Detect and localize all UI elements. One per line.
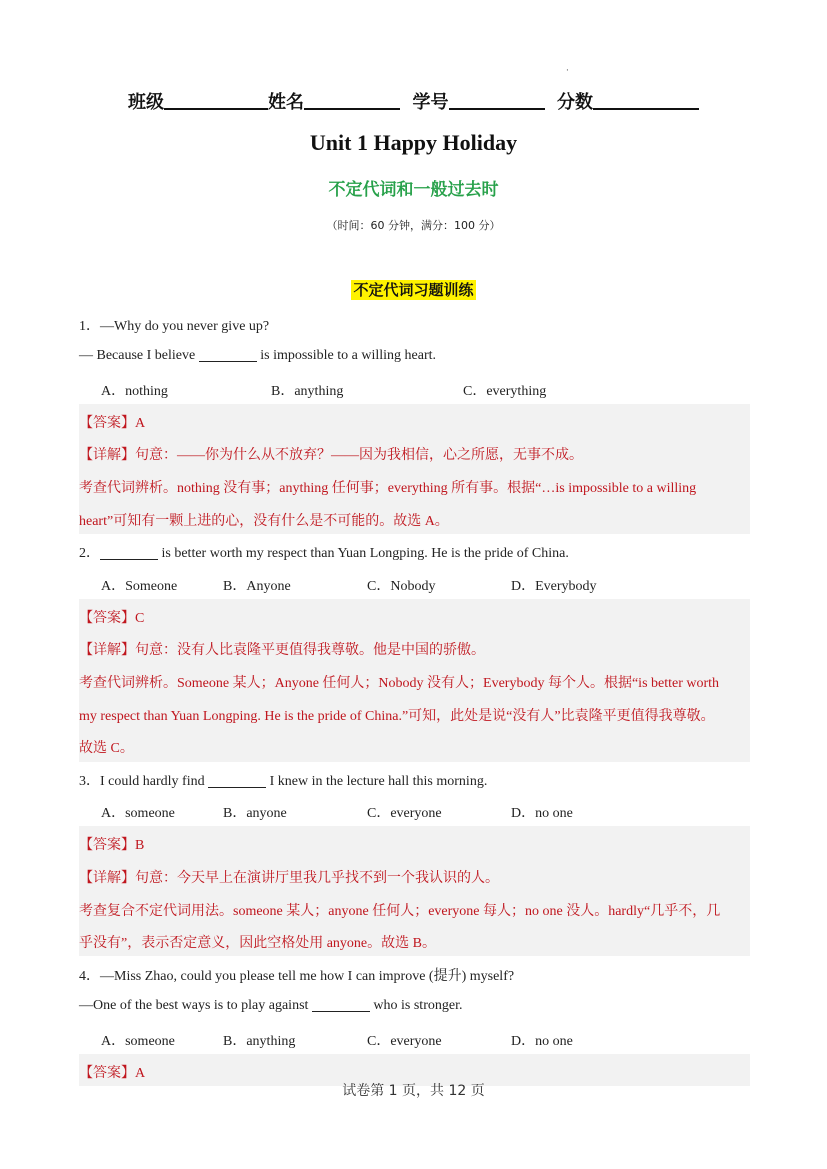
name-label: 姓名 bbox=[267, 92, 304, 113]
q1-option-a[interactable]: A．nothing bbox=[101, 384, 168, 399]
q4-answer: 【答案】A bbox=[79, 1066, 146, 1081]
q3-line1: 3．I could hardly find I knew in the lecture hall this morning. bbox=[79, 774, 488, 789]
q2-option-c[interactable]: C．Nobody bbox=[367, 579, 436, 594]
q2-option-b[interactable]: B．Anyone bbox=[223, 579, 291, 594]
q2-detail: 【详解】句意：没有人比袁隆平更值得我尊敬。他是中国的骄傲。 bbox=[79, 643, 485, 658]
q3-blank bbox=[208, 773, 266, 788]
class-label: 班级 bbox=[127, 92, 164, 113]
score-blank[interactable] bbox=[593, 90, 699, 110]
class-blank[interactable] bbox=[164, 90, 268, 110]
q3-explain-2: 乎没有”，表示否定意义，因此空格处用 anyone。故选 B。 bbox=[79, 936, 436, 951]
q3-detail: 【详解】句意：今天早上在演讲厅里我几乎找不到一个我认识的人。 bbox=[79, 871, 499, 886]
q3-option-d[interactable]: D．no one bbox=[511, 806, 573, 821]
q4-line2: —One of the best ways is to play against who is stronger. bbox=[79, 998, 463, 1013]
q1-blank bbox=[199, 347, 257, 362]
dot-mark: · bbox=[566, 66, 569, 76]
q4-option-d[interactable]: D．no one bbox=[511, 1034, 573, 1049]
q4-option-c[interactable]: C．everyone bbox=[367, 1034, 442, 1049]
q1-option-c[interactable]: C．everything bbox=[463, 384, 547, 399]
q2-explain-1: 考查代词辨析。Someone 某人；Anyone 任何人；Nobody 没有人；Everybody 每个人。根据“is better worth bbox=[79, 676, 720, 691]
student-info-header bbox=[0, 88, 827, 114]
q1-line2: — Because I believe is impossible to a willing heart. bbox=[79, 348, 436, 363]
q2-answer: 【答案】C bbox=[79, 611, 145, 626]
q2-blank bbox=[100, 545, 158, 560]
q3-option-a[interactable]: A．someone bbox=[101, 806, 175, 821]
q3-explain-1: 考查复合不定代词用法。someone 某人；anyone 任何人；everyone 每人；no one 没人。hardly“几乎不，几 bbox=[79, 904, 721, 919]
q2-line1: 2． is better worth my respect than Yuan Longping. He is the pride of China. bbox=[79, 546, 569, 561]
q2-explain-2: my respect than Yuan Longping. He is the pride of China.”可知，此处是说“没有人”比袁隆平更值得我尊敬。 bbox=[79, 709, 715, 724]
q4-option-a[interactable]: A．someone bbox=[101, 1034, 175, 1049]
q2-explain-3: 故选 C。 bbox=[79, 741, 134, 756]
name-blank[interactable] bbox=[304, 90, 400, 110]
q1-explain-2: heart”可知有一颗上进的心，没有什么是不可能的。故选 A。 bbox=[79, 514, 449, 529]
q4-line1: 4．—Miss Zhao, could you please tell me how I can improve (提升) myself? bbox=[79, 969, 515, 984]
q2-option-a[interactable]: A．Someone bbox=[101, 579, 178, 594]
q3-answer: 【答案】B bbox=[79, 838, 145, 853]
section-title: 不定代词习题训练 bbox=[353, 281, 474, 299]
q4-blank bbox=[312, 997, 370, 1012]
id-blank[interactable] bbox=[449, 90, 545, 110]
q3-option-c[interactable]: C．everyone bbox=[367, 806, 442, 821]
q1-answer: 【答案】A bbox=[79, 416, 146, 431]
q1-option-b[interactable]: B．anything bbox=[271, 384, 344, 399]
q2-option-d[interactable]: D．Everybody bbox=[511, 579, 597, 594]
q1-line1: 1．—Why do you never give up? bbox=[79, 319, 270, 334]
time-info: （时间：60 分钟，满分：100 分） bbox=[326, 219, 501, 232]
page-title: Unit 1 Happy Holiday bbox=[309, 130, 518, 155]
q3-option-b[interactable]: B．anyone bbox=[223, 806, 287, 821]
q4-option-b[interactable]: B．anything bbox=[223, 1034, 296, 1049]
q1-detail: 【详解】句意：——你为什么从不放弃？——因为我相信，心之所愿，无事不成。 bbox=[79, 448, 583, 463]
page-footer: 试卷第 1 页，共 12 页 bbox=[342, 1083, 485, 1099]
score-label: 分数 bbox=[557, 92, 594, 113]
id-label: 学号 bbox=[412, 92, 449, 113]
q1-explain-1: 考查代词辨析。nothing 没有事；anything 任何事；everything 所有事。根据“…is impossible to a willing bbox=[79, 481, 697, 496]
page-subtitle: 不定代词和一般过去时 bbox=[328, 180, 499, 200]
